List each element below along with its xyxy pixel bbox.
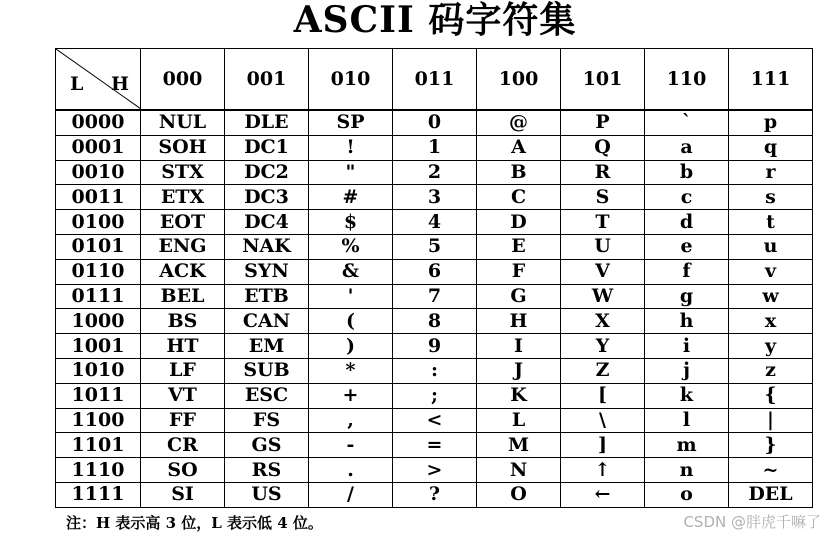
char-cell: BEL xyxy=(141,284,225,309)
char-cell: SUB xyxy=(225,358,309,383)
col-header-001: 001 xyxy=(225,49,309,111)
char-cell: Z xyxy=(561,358,645,383)
char-cell: DC4 xyxy=(225,210,309,235)
char-cell: LF xyxy=(141,358,225,383)
char-cell: @ xyxy=(477,110,561,135)
char-cell: P xyxy=(561,110,645,135)
char-cell: EOT xyxy=(141,210,225,235)
char-cell: RS xyxy=(225,458,309,483)
char-cell: c xyxy=(645,185,729,210)
char-cell: v xyxy=(729,259,813,284)
char-cell: 8 xyxy=(393,309,477,334)
row-header-0111: 0111 xyxy=(56,284,141,309)
table-row xyxy=(56,309,813,334)
char-cell: SO xyxy=(141,458,225,483)
char-cell: F xyxy=(477,259,561,284)
char-cell: T xyxy=(561,210,645,235)
char-cell: CR xyxy=(141,433,225,458)
table-row xyxy=(56,408,813,433)
char-cell: V xyxy=(561,259,645,284)
char-cell: ? xyxy=(393,482,477,507)
table-row xyxy=(56,383,813,408)
char-cell: , xyxy=(309,408,393,433)
char-cell: ETX xyxy=(141,185,225,210)
char-cell: a xyxy=(645,135,729,160)
char-cell: G xyxy=(477,284,561,309)
char-cell: ! xyxy=(309,135,393,160)
char-cell: g xyxy=(645,284,729,309)
char-cell: H xyxy=(477,309,561,334)
char-cell: HT xyxy=(141,334,225,359)
char-cell: ~ xyxy=(729,458,813,483)
char-cell: \ xyxy=(561,408,645,433)
char-cell: y xyxy=(729,334,813,359)
char-cell: BS xyxy=(141,309,225,334)
page-title: ASCII 码字符集 xyxy=(293,0,577,41)
char-cell: US xyxy=(225,482,309,507)
char-cell: 6 xyxy=(393,259,477,284)
char-cell: h xyxy=(645,309,729,334)
col-header-111: 111 xyxy=(729,49,813,111)
char-cell: f xyxy=(645,259,729,284)
char-cell: ← xyxy=(561,482,645,507)
row-header-1100: 1100 xyxy=(56,408,141,433)
char-cell: ; xyxy=(393,383,477,408)
char-cell: > xyxy=(393,458,477,483)
char-cell: E xyxy=(477,234,561,259)
char-cell: NAK xyxy=(225,234,309,259)
char-cell: SP xyxy=(309,110,393,135)
char-cell: x xyxy=(729,309,813,334)
ascii-table xyxy=(55,48,813,508)
char-cell: U xyxy=(561,234,645,259)
char-cell: % xyxy=(309,234,393,259)
table-row xyxy=(56,433,813,458)
table-row xyxy=(56,160,813,185)
char-cell: W xyxy=(561,284,645,309)
char-cell: $ xyxy=(309,210,393,235)
char-cell: 9 xyxy=(393,334,477,359)
row-header-0100: 0100 xyxy=(56,210,141,235)
row-header-1000: 1000 xyxy=(56,309,141,334)
char-cell: * xyxy=(309,358,393,383)
row-header-0110: 0110 xyxy=(56,259,141,284)
char-cell: / xyxy=(309,482,393,507)
char-cell: VT xyxy=(141,383,225,408)
footnote: 注：H 表示高 3 位，L 表示低 4 位。 xyxy=(66,514,323,532)
char-cell: C xyxy=(477,185,561,210)
char-cell: D xyxy=(477,210,561,235)
char-cell: m xyxy=(645,433,729,458)
char-cell: n xyxy=(645,458,729,483)
char-cell: k xyxy=(645,383,729,408)
char-cell: L xyxy=(477,408,561,433)
char-cell: S xyxy=(561,185,645,210)
char-cell: | xyxy=(729,408,813,433)
char-cell: r xyxy=(729,160,813,185)
char-cell: l xyxy=(645,408,729,433)
char-cell: . xyxy=(309,458,393,483)
char-cell: 5 xyxy=(393,234,477,259)
char-cell: : xyxy=(393,358,477,383)
char-cell: DC3 xyxy=(225,185,309,210)
table-row xyxy=(56,110,813,135)
char-cell: R xyxy=(561,160,645,185)
char-cell: w xyxy=(729,284,813,309)
char-cell: DC2 xyxy=(225,160,309,185)
table-row xyxy=(56,482,813,507)
char-cell: } xyxy=(729,433,813,458)
char-cell: = xyxy=(393,433,477,458)
char-cell: 3 xyxy=(393,185,477,210)
char-cell: STX xyxy=(141,160,225,185)
row-header-0000: 0000 xyxy=(56,110,141,135)
char-cell: NUL xyxy=(141,110,225,135)
char-cell: B xyxy=(477,160,561,185)
row-header-1110: 1110 xyxy=(56,458,141,483)
row-header-0001: 0001 xyxy=(56,135,141,160)
char-cell: ENG xyxy=(141,234,225,259)
char-cell: ↑ xyxy=(561,458,645,483)
row-header-0011: 0011 xyxy=(56,185,141,210)
char-cell: 2 xyxy=(393,160,477,185)
char-cell: { xyxy=(729,383,813,408)
char-cell: DC1 xyxy=(225,135,309,160)
char-cell: ] xyxy=(561,433,645,458)
char-cell: M xyxy=(477,433,561,458)
char-cell: z xyxy=(729,358,813,383)
col-header-000: 000 xyxy=(141,49,225,111)
char-cell: CAN xyxy=(225,309,309,334)
char-cell: N xyxy=(477,458,561,483)
char-cell: I xyxy=(477,334,561,359)
table-row xyxy=(56,135,813,160)
char-cell: o xyxy=(645,482,729,507)
char-cell: ESC xyxy=(225,383,309,408)
char-cell: SI xyxy=(141,482,225,507)
row-header-1111: 1111 xyxy=(56,482,141,507)
header-row xyxy=(56,49,813,111)
char-cell: O xyxy=(477,482,561,507)
row-header-1001: 1001 xyxy=(56,334,141,359)
char-cell: 1 xyxy=(393,135,477,160)
table-row xyxy=(56,185,813,210)
char-cell: DEL xyxy=(729,482,813,507)
table-row xyxy=(56,259,813,284)
row-header-1010: 1010 xyxy=(56,358,141,383)
char-cell: d xyxy=(645,210,729,235)
row-header-0101: 0101 xyxy=(56,234,141,259)
char-cell: t xyxy=(729,210,813,235)
char-cell: b xyxy=(645,160,729,185)
char-cell: & xyxy=(309,259,393,284)
table-row xyxy=(56,458,813,483)
char-cell: SOH xyxy=(141,135,225,160)
char-cell: " xyxy=(309,160,393,185)
char-cell: SYN xyxy=(225,259,309,284)
row-header-0010: 0010 xyxy=(56,160,141,185)
corner-low-label: L xyxy=(70,73,84,95)
char-cell: < xyxy=(393,408,477,433)
char-cell: e xyxy=(645,234,729,259)
char-cell: ACK xyxy=(141,259,225,284)
char-cell: FF xyxy=(141,408,225,433)
col-header-100: 100 xyxy=(477,49,561,111)
corner-high-label: H xyxy=(111,73,129,95)
table-row xyxy=(56,334,813,359)
char-cell: GS xyxy=(225,433,309,458)
watermark: CSDN @胖虎千嘛了 xyxy=(683,513,821,531)
row-header-1101: 1101 xyxy=(56,433,141,458)
char-cell: A xyxy=(477,135,561,160)
char-cell: ( xyxy=(309,309,393,334)
char-cell: j xyxy=(645,358,729,383)
col-header-010: 010 xyxy=(309,49,393,111)
char-cell: Y xyxy=(561,334,645,359)
char-cell: i xyxy=(645,334,729,359)
char-cell: u xyxy=(729,234,813,259)
char-cell: FS xyxy=(225,408,309,433)
char-cell: 4 xyxy=(393,210,477,235)
char-cell: [ xyxy=(561,383,645,408)
char-cell: 0 xyxy=(393,110,477,135)
char-cell: ETB xyxy=(225,284,309,309)
char-cell: EM xyxy=(225,334,309,359)
char-cell: # xyxy=(309,185,393,210)
char-cell: s xyxy=(729,185,813,210)
char-cell: X xyxy=(561,309,645,334)
char-cell: q xyxy=(729,135,813,160)
char-cell: + xyxy=(309,383,393,408)
char-cell: DLE xyxy=(225,110,309,135)
table-row xyxy=(56,358,813,383)
col-header-011: 011 xyxy=(393,49,477,111)
col-header-110: 110 xyxy=(645,49,729,111)
row-header-1011: 1011 xyxy=(56,383,141,408)
char-cell: K xyxy=(477,383,561,408)
char-cell: J xyxy=(477,358,561,383)
col-header-101: 101 xyxy=(561,49,645,111)
table-row xyxy=(56,284,813,309)
char-cell: 7 xyxy=(393,284,477,309)
char-cell: ` xyxy=(645,110,729,135)
char-cell: p xyxy=(729,110,813,135)
char-cell: Q xyxy=(561,135,645,160)
corner-cell xyxy=(56,49,141,111)
table-row xyxy=(56,210,813,235)
table-body xyxy=(56,110,813,507)
char-cell: ' xyxy=(309,284,393,309)
char-cell: - xyxy=(309,433,393,458)
char-cell: ) xyxy=(309,334,393,359)
table-row xyxy=(56,234,813,259)
